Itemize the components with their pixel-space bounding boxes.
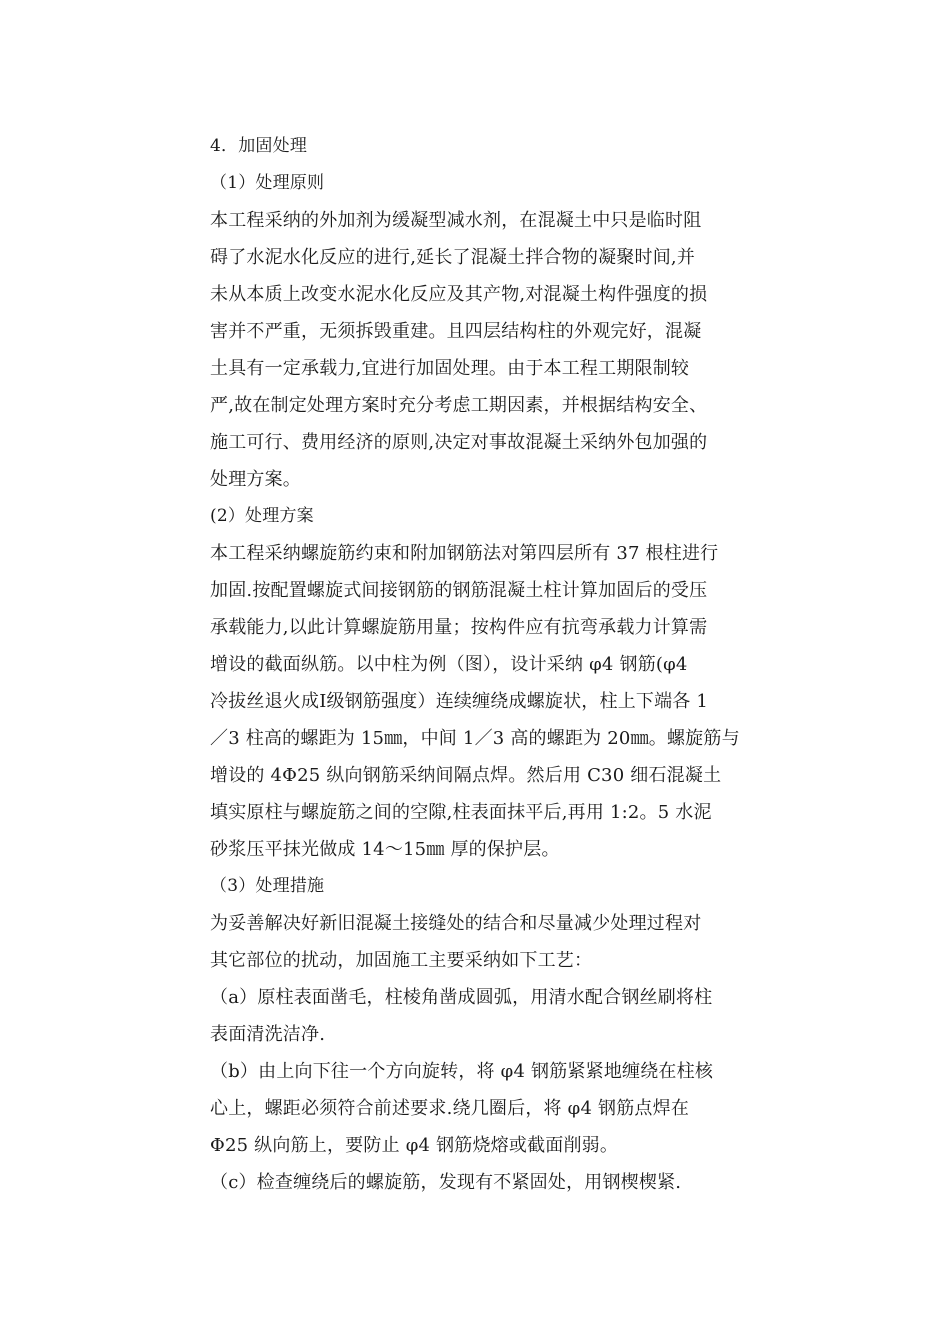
paragraph-line: 表面清洗洁净.	[210, 1024, 326, 1045]
paragraph-line: 加固.按配置螺旋式间接钢筋的钢筋混凝土柱计算加固后的受压	[210, 580, 708, 601]
plan-paragraph	[210, 535, 750, 868]
principle-heading: （1）处理原则	[210, 173, 325, 193]
paragraph-line: ／3 柱高的螺距为 15㎜，中间 1／3 高的螺距为 20㎜。螺旋筋与	[210, 728, 740, 749]
measure-item-b	[210, 1053, 750, 1164]
paragraph-line: 为妥善解决好新旧混凝土接缝处的结合和尽量减少处理过程对	[210, 913, 702, 934]
paragraph-line: （b）由上向下往一个方向旋转，将 φ4 钢筋紧紧地缠绕在柱核	[210, 1061, 714, 1082]
measure-item-c	[210, 1164, 750, 1201]
paragraph-line: 心上，螺距必须符合前述要求.绕几圈后，将 φ4 钢筋点焊在	[210, 1098, 690, 1119]
paragraph-line: （c）检查缠绕后的螺旋筋，发现有不紧固处，用钢楔楔紧.	[210, 1172, 682, 1193]
paragraph-line: 增设的截面纵筋。以中柱为例（图），设计采纳 φ4 钢筋(φ4	[210, 654, 688, 675]
principle-paragraph	[210, 202, 750, 498]
paragraph-line: 冷拔丝退火成Ⅰ级钢筋强度）连续缠绕成螺旋状，柱上下端各 1	[210, 691, 709, 712]
paragraph-line: 砂浆压平抹光做成 14～15㎜ 厚的保护层。	[210, 839, 560, 860]
paragraph-line: 增设的 4Φ25 纵向钢筋采纳间隔点焊。然后用 C30 细石混凝土	[210, 765, 722, 786]
paragraph-line: 严,故在制定处理方案时充分考虑工期因素，并根据结构安全、	[210, 395, 708, 416]
paragraph-line: （a）原柱表面凿毛，柱棱角凿成圆弧，用清水配合钢丝刷将柱	[210, 987, 713, 1008]
paragraph-line: 土具有一定承载力,宜进行加固处理。由于本工程工期限制较	[210, 358, 690, 379]
paragraph-line: 未从本质上改变水泥水化反应及其产物,对混凝土构件强度的损	[210, 284, 708, 305]
paragraph-line: 施工可行、费用经济的原则,决定对事故混凝土采纳外包加强的	[210, 432, 708, 453]
plan-heading: (2）处理方案	[210, 506, 314, 526]
paragraph-line: 其它部位的扰动，加固施工主要采纳如下工艺：	[210, 950, 593, 971]
measure-item-a	[210, 979, 750, 1053]
measures-heading: （3）处理措施	[210, 876, 325, 896]
paragraph-line: 承载能力,以此计算螺旋筋用量；按构件应有抗弯承载力计算需	[210, 617, 708, 638]
paragraph-line: 害并不严重，无须拆毁重建。且四层结构柱的外观完好，混凝	[210, 321, 702, 342]
paragraph-line: 处理方案。	[210, 469, 301, 490]
paragraph-line: 本工程采纳螺旋筋约束和附加钢筋法对第四层所有 37 根柱进行	[210, 543, 719, 564]
paragraph-line: Φ25 纵向筋上，要防止 φ4 钢筋烧熔或截面削弱。	[210, 1135, 619, 1156]
measures-intro	[210, 905, 750, 979]
paragraph-line: 本工程采纳的外加剂为缓凝型减水剂，在混凝土中只是临时阻	[210, 210, 702, 231]
paragraph-line: 填实原柱与螺旋筋之间的空隙,柱表面抹平后,再用 1:2。5 水泥	[210, 802, 712, 823]
section-title: 4．加固处理	[210, 136, 308, 156]
paragraph-line: 碍了水泥水化反应的进行,延长了混凝土拌合物的凝聚时间,并	[210, 247, 696, 268]
document-body	[210, 128, 750, 1201]
